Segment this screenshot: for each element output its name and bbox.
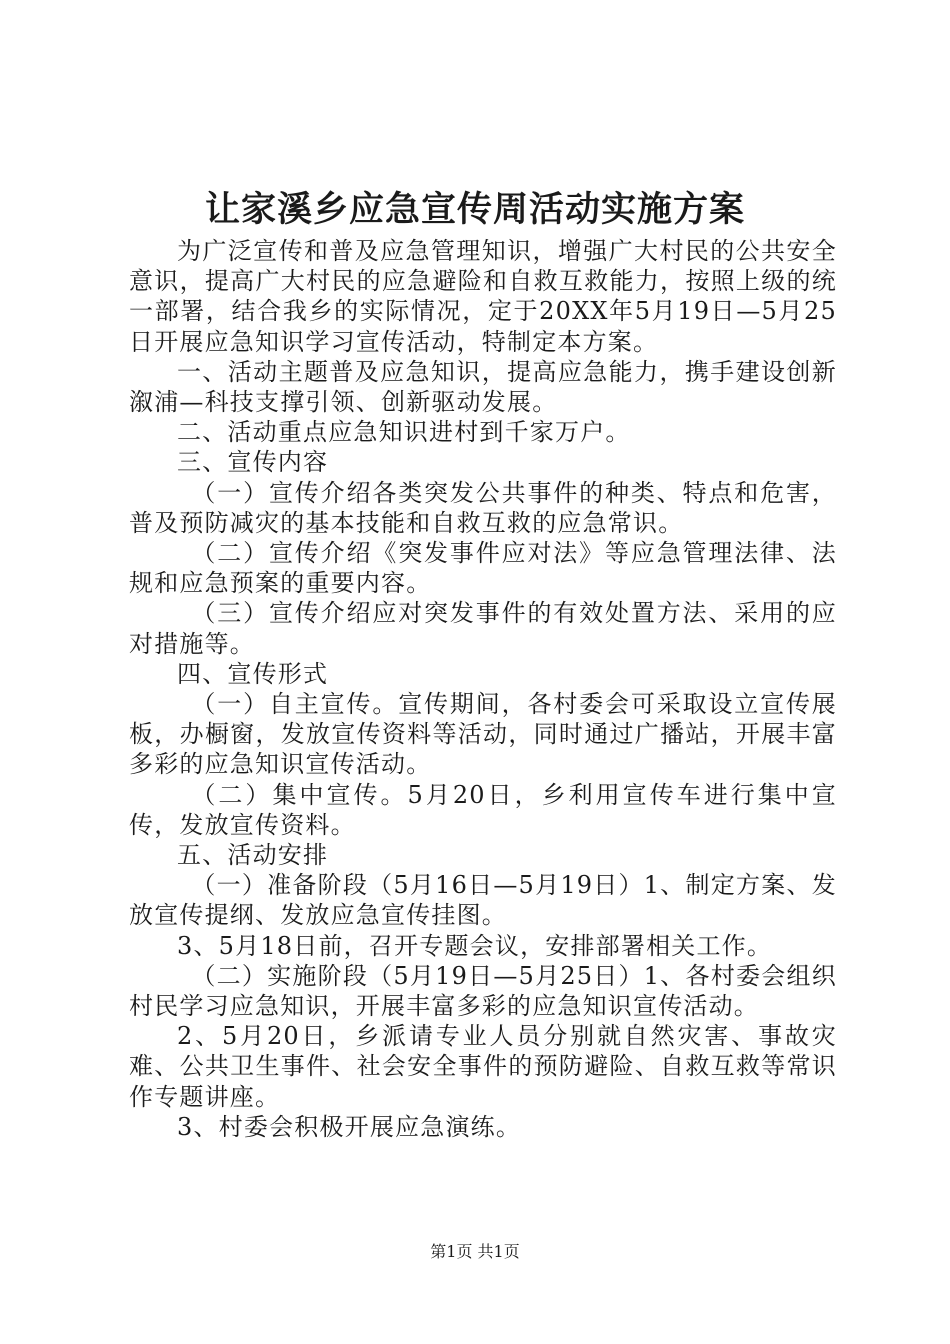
paragraph-section-focus: 二、活动重点应急知识进村到千家万户。 (177, 418, 631, 447)
paragraph-content-3: （三）宣传介绍应对突发事件的有效处置方法、采用的应对措施等。 (129, 599, 837, 658)
paragraph-form-1: （一）自主宣传。宣传期间，各村委会可采取设立宣传展板，办橱窗，发放宣传资料等活动，同时通过广播站，开展丰富多彩的应急知识宣传活动。 (129, 690, 837, 779)
document-title: 让家溪乡应急宣传周活动实施方案 (204, 189, 745, 230)
paragraph-arrangement-implement: （二）实施阶段（5月19日—5月25日）1、各村委会组织村民学习应急知识，开展丰富多彩的应急知识宣传活动。 (129, 961, 837, 1021)
paragraph-content-2: （二）宣传介绍《突发事件应对法》等应急管理法律、法规和应急预案的重要内容。 (129, 539, 837, 598)
paragraph-arrangement-drill: 3、村委会积极开展应急演练。 (177, 1112, 522, 1141)
heading-arrangement: 五、活动安排 (177, 841, 329, 870)
paragraph-section-theme: 一、活动主题普及应急知识，提高应急能力，携手建设创新溆浦—科技支撑引领、创新驱动发展。 (129, 357, 837, 417)
paragraph-form-2: （二）集中宣传。5月20日，乡利用宣传车进行集中宣传，发放宣传资料。 (129, 780, 837, 839)
page-number-footer: 第1页 共1页 (430, 1242, 520, 1261)
paragraph-arrangement-meeting: 3、5月18日前，召开专题会议，安排部署相关工作。 (177, 931, 773, 960)
paragraph-arrangement-lecture: 2、5月20日，乡派请专业人员分别就自然灾害、事故灾难、公共卫生事件、社会安全事件的预防避险、自救互救等常识作专题讲座。 (129, 1022, 837, 1111)
paragraph-arrangement-prep: （一）准备阶段（5月16日—5月19日）1、制定方案、发放宣传提纲、发放应急宣传挂图。 (129, 871, 837, 930)
heading-publicity-form: 四、宣传形式 (177, 659, 329, 688)
document-body (129, 236, 837, 1142)
paragraph-content-1: （一）宣传介绍各类突发公共事件的种类、特点和危害，普及预防减灾的基本技能和自救互救的应急常识。 (129, 478, 837, 537)
paragraph-intro: 为广泛宣传和普及应急管理知识，增强广大村民的公共安全意识，提高广大村民的应急避险和自救互救能力，按照上级的统一部署，结合我乡的实际情况，定于20XX年5月19日—5月25日开展应急知识学习宣传活动，特制定本方案。 (129, 237, 837, 356)
heading-publicity-content: 三、宣传内容 (177, 448, 329, 477)
